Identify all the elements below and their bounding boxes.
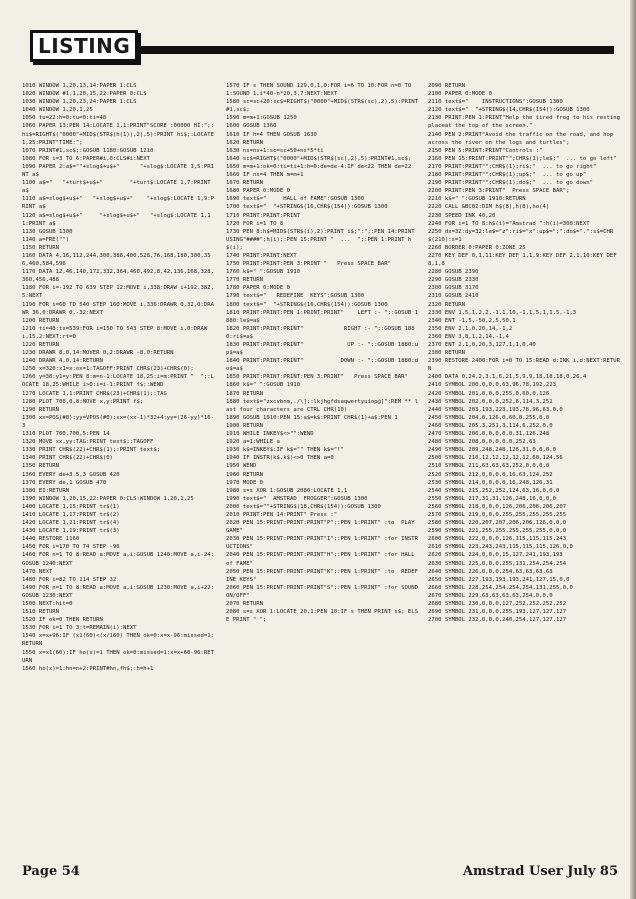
code-line: 2400 DATA 0,24,2,3,1,6,21,5,9,9,18,18,18,0,26,4 — [428, 374, 587, 381]
code-line: 2290 GOSUB 2330 — [428, 277, 479, 284]
listing-columns — [22, 82, 622, 858]
code-line: 2020 PEN 15:PRINT:PRINT:PRINT"P";:PEN 1:PRINT" :to PLAY GAME" — [226, 520, 418, 535]
code-line: 1940 IF INSTR(k$,k$)<>0 THEN a=0 — [226, 455, 334, 462]
code-line: 1100 a$=" "+turt$+u$+" "+turt$:LOCATE 1,7:PRINT a$ — [22, 180, 214, 195]
code-line: 1650 m=m+1:ok=0:ti=ti+1:h=0:de=de-4:IF de<22 THEN de=22 — [226, 163, 412, 170]
code-line: 1690 text$=" HALL of FAME":GOSUB 1300 — [226, 196, 365, 203]
code-line: 2500 SYMBOL 210,12,12,12,12,12,60,124,56 — [428, 455, 563, 462]
code-line: 2580 SYMBOL 220,207,207,206,206,126,0,0,0 — [428, 520, 567, 527]
code-line: 1860 k$=" ":GOSUB 1910 — [226, 382, 301, 389]
code-line: 2510 SYMBOL 211,63,63,63,252,0,0,0,0 — [428, 463, 550, 470]
code-line: 1830 PRINT:PRINT:PRINT" UP :- ";:GOSUB 1880:up$=a$ — [226, 342, 418, 357]
code-line: 1120 a$=slog$+u$+" "+slog$+u$+" "+slog$:LOCATE 1,11:PRINT a$ — [22, 212, 211, 227]
code-line: 1980 s=s XOR 1:GOSUB 2080:LOCATE 1,1 — [226, 487, 348, 494]
code-line: 1440 RESTORE 1160 — [22, 536, 80, 543]
code-line: 2460 SYMBOL 205,3,251,3,114,6,252,0,0 — [428, 422, 553, 429]
code-line: 2560 SYMBOL 218,0,0,0,126,206,206,206,207 — [428, 503, 567, 510]
code-line: 1730 PEN 8:h$=MID$(STR$(i),2):PRINT i$;":";:PEN 14:PRINT USING"####";h(i);:PEN 15:PRINT " ... ";:PEN 1:PRINT h$(i); — [226, 228, 418, 251]
code-line: 1910 WHILE INKEY$<>"":WEND — [226, 431, 314, 438]
code-line: 1600 GOSUB 1360 — [226, 123, 277, 130]
code-line: 2220 CALL &BC02:DIM h$(8),h(8),ho(4) — [428, 204, 550, 211]
code-line: 2040 PEN 15:PRINT:PRINT:PRINT"H";:PEN 1:PRINT" :for HALL of FAME" — [226, 552, 418, 567]
code-line: 1150 RETURN — [22, 244, 60, 251]
code-line: 1820 PRINT:PRINT:PRINT" RIGHT :- ";:GOSUB 1880:ri$=a$ — [226, 325, 415, 340]
code-line: 1840 PRINT:PRINT:PRINT" DOWN :- ";:GOSUB 1880:do$=a$ — [226, 358, 418, 373]
code-line: 2200 PRINT:PEN 3:PRINT" Press SPACE BAR"; — [428, 188, 570, 195]
code-line: 2140 PEN 2:PRINT"Avoid the traffic on the road, and hop across the river on the logs and turtles"; — [428, 131, 620, 146]
code-line: 1550 x=x1(60):IF ho(x)=1 THEN ok=0:missed=1:x=x+60-96:RETURN — [22, 649, 214, 664]
code-line: 1960 RETURN — [226, 471, 264, 478]
code-line: 2620 SYMBOL 224,0,0,0,15,127,241,193,193 — [428, 552, 563, 559]
code-line: 1020 WINDOW #1,1,20,15,22:PAPER 0:CLS — [22, 91, 147, 98]
code-line: 1750 PRINT:PRINT:PEN 3:PRINT " Press SPACE BAR" — [226, 261, 392, 268]
code-line: 2480 SYMBOL 208,0,0,0,0,0,252,63 — [428, 439, 536, 446]
code-line: 1400 LOCATE 1,15:PRINT tr$(1) — [22, 503, 120, 510]
code-line: 2030 PEN 15:PRINT:PRINT:PRINT"I";:PEN 1:PRINT" :for INSTRUCTIONS" — [226, 536, 418, 551]
code-line: 1160 DATA 4,16,112,244,300,388,400,528,76,168,180,300,356,460,584,596 — [22, 252, 211, 268]
code-line: 2380 RETURN — [428, 350, 466, 357]
code-line: 1370 EVERY de,1 GOSUB 470 — [22, 479, 107, 486]
code-line: 2130 PRINT:PEN 1:PRINT"Help the tired frog to his resting placeat the top of the screen." — [428, 115, 624, 130]
code-line: 1200 RETURN — [22, 317, 60, 324]
code-line: 1460 FOR n=1 TO 8:READ a:MOVE a,i:GOSUB 1240:MOVE a,i-24:GOSUB 1240:NEXT — [22, 552, 214, 567]
code-line: 1580 sc=sc+20:sc$=RIGHT$("0000"+MID$(STR$(sc),2),5):PRINT#1,sc$; — [226, 99, 418, 114]
code-line: 1780 PAPER 0:MODE 0 — [226, 285, 290, 292]
code-line: 1510 RETURN — [22, 609, 60, 616]
code-line: 1390 WINDOW 1,20,15,22:PAPER 0:CLS:WINDOW 1,20,1,25 — [22, 495, 194, 502]
code-line: 2060 PEN 15:PRINT:PRINT:PRINT"S";:PEN 1:PRINT" :for SOUND ON/OFF" — [226, 584, 422, 599]
code-line: 1930 k$=INKEY$:IF k$="" THEN k$="!" — [226, 447, 344, 454]
code-line: 1340 PRINT CHR$(22)+CHR$(0) — [22, 455, 113, 462]
code-line: 1240 DRAWR 4,0,14:RETURN — [22, 358, 103, 365]
code-line: 1110 a$=slog$+u$+" "+slog$+u$+" "+slog$:LOCATE 1,9:PRINT a$ — [22, 196, 214, 211]
code-line: 1760 k$=" ":GOSUB 1910 — [226, 269, 301, 276]
code-line: 2160 PEN 15:PRINT:PRINT"";CHR$(1);le$;" ... to go left" — [428, 155, 617, 162]
code-line: 2000 text$=""+STRING$(18,CHR$(154)):GOSUB 1300 — [226, 503, 381, 510]
code-line: 2230 SPEED INK 40,20 — [428, 212, 496, 219]
code-line: 2430 SYMBOL 202,0,0,0,252,6,114,3,251 — [428, 398, 553, 405]
page-header — [22, 28, 614, 62]
code-line: 2170 PRINT:PRINT"";CHR$(1);ri$;" ... to go right" — [428, 163, 597, 170]
code-line: 1350 RETURN — [22, 463, 60, 470]
code-line: 2690 SYMBOL 231,0,0,0,255,193,127,127,127 — [428, 609, 567, 616]
code-line: 2600 SYMBOL 222,0,0,0,126,115,115,115,243 — [428, 536, 567, 543]
code-line: 1920 a=1:WHILE a — [226, 439, 280, 446]
code-line: 2440 SYMBOL 203,193,223,193,78,96,63,0,0 — [428, 406, 563, 413]
code-line: 2320 RETURN — [428, 301, 466, 308]
code-line: 2180 PRINT:PRINT"";CHR$(1);up$;" ... to go up" — [428, 172, 587, 179]
code-line: 1850 PRINT:PRINT:PRINT:PEN 3:PRINT" Press SPACE BAR" — [226, 374, 408, 381]
header-rule — [140, 46, 614, 54]
code-line: 1040 WINDOW 1,20,1,25 — [22, 107, 93, 114]
code-line: 2550 SYMBOL 217,31,31,126,248,16,0,0,0 — [428, 495, 556, 502]
code-line: 1060 PAPER 13:PEN 14:LOCATE 1,1:PRINT"SCORE :00000 HI:";:hi$=RIGHT$("0000"+MID$(STR$(h(1)),2),5):PRINT hi$;:LOCATE 1,25:PRINT"TIME:"; — [22, 123, 218, 146]
code-line: 1480 FOR i=82 TO 114 STEP 32 — [22, 576, 117, 583]
code-line: 1250 x=320:x1=x:ox=1:TAGOFF:PRINT CHR$(23)+CHR$(0); — [22, 366, 194, 373]
code-line: 2360 ENV 3,8,1,2,14,-1,4 — [428, 333, 509, 340]
code-line: 1870 RETURN — [226, 390, 264, 397]
code-line: 2490 SYMBOL 209,248,248,126,31,0,0,0,0 — [428, 447, 556, 454]
page-edge-shadow — [630, 0, 636, 899]
code-line: 1270 LOCATE 1,1:PRINT CHR$(23)+CHR$(1);:TAG — [22, 390, 167, 397]
code-line: 1050 tu=22:h=0:tu=0:ti=48 — [22, 115, 107, 122]
code-line: 1170 DATA 12,46,140,172,332,364,460,492,8,42,136,168,328,360,456,488 — [22, 269, 214, 284]
code-line: 1450 FOR i=170 TO 74 STEP -96 — [22, 544, 120, 551]
code-line: 1520 IF ok=0 THEN RETURN — [22, 617, 103, 624]
code-line: 1640 sc$=RIGHT$("0000"+MID$(STR$(sc),2),5):PRINT#1,sc$; — [226, 155, 412, 162]
code-line: 1890 GOSUB 1910:PEN 15:a$=k$:PRINT CHR$(1)+a$:PEN 1 — [226, 414, 398, 421]
code-line: 2300 GOSUB 3170 — [428, 285, 479, 292]
code-line: 2190 PRINT:PRINT"";CHR$(1);do$;" ... to go down" — [428, 180, 594, 187]
page-number: Page 54 — [22, 864, 80, 879]
code-line: 2700 SYMBOL 232,0,0,0,240,254,127,127,127 — [428, 617, 567, 624]
code-line: 2390 RESTORE 2400:FOR i=0 TO 15:READ d:INK i,d:NEXT:RETURN — [428, 358, 620, 373]
code-line: 1670 RETURN — [226, 180, 264, 187]
code-line: 1900 RETURN — [226, 422, 264, 429]
code-line: 1070 PRINT#1,sc$;:GOSUB 1180:GOSUB 1210 — [22, 147, 154, 154]
code-line: 1630 ns=ns+1:sc=sc+50+ns*5*ti — [226, 147, 324, 154]
listing-column-2 — [226, 82, 420, 858]
code-line: 2610 SYMBOL 223,243,243,115,115,115,126,0,0 — [428, 544, 573, 551]
code-line: 2570 SYMBOL 219,0,0,0,255,255,255,255,255 — [428, 511, 567, 518]
code-line: 2050 PEN 15:PRINT:PRINT:PRINT"K";:PEN 1:PRINT" :to REDEFINE KEYS" — [226, 568, 418, 583]
code-line: 1410 LOCATE 1,17:PRINT tr$(2) — [22, 511, 120, 518]
code-line: 1430 LOCATE 1,19:PRINT tr$(3) — [22, 528, 120, 535]
code-line: 1740 PRINT:PRINT:NEXT — [226, 252, 297, 259]
code-line: 2370 ENT 2,1,0,20,3,127,1,1,0,40 — [428, 342, 536, 348]
code-line: 1290 RETURN — [22, 406, 60, 413]
code-line: 2530 SYMBOL 214,0,0,0,0,16,248,126,31 — [428, 479, 553, 486]
code-line: 2120 text$=" "+STRING$(14,CHR$(154)):GOSUB 1300 — [428, 107, 590, 114]
code-line: 2100 PAPER 0:MODE 0 — [428, 91, 492, 98]
code-line: 1660 IF ns=4 THEN m=m+1 — [226, 172, 304, 179]
code-line: 2080 s=s XOR 1:LOCATE 20,1:PEN 10:IF s THEN PRINT s$; ELSE PRINT " "; — [226, 609, 418, 624]
code-line: 1280 PLOT 700,0,8:MOVE x,y:PRINT f$; — [22, 398, 144, 405]
code-line: 2660 SYMBOL 228,254,254,254,254,131,255,0,0 — [428, 584, 573, 591]
code-line: 1610 IF h=4 THEN GOSUB 1630 — [226, 131, 317, 138]
code-line: 1360 EVERY de+3.5,3 GOSUB 420 — [22, 471, 120, 478]
code-line: 2640 SYMBOL 226,0,0,0,254,63,63,63,63 — [428, 568, 553, 575]
code-line: 1180 FOR i=-192 TO 639 STEP 12:MOVE i,338:DRAW i+192,382,5:NEXT — [22, 285, 214, 300]
publication-issue: Amstrad User July 85 — [462, 864, 618, 879]
code-line: 1090 PAPER 2:a$=""+slog$+u$+" "+slog$:LOCATE 1,5:PRINT a$ — [22, 163, 214, 179]
code-line: 1800 text$=" "+STRING$(16,CHR$(154)):GOSUB 1300 — [226, 301, 388, 308]
code-line: 2260 BORDER 0:PAPER 0:ZONE 25 — [428, 244, 526, 251]
code-line: 1700 text$=" "+STRING$(16,CHR$(154)):GOSUB 1300 — [226, 204, 388, 211]
code-line: 1210 ti=48:tx=539:FOR i=150 TO 543 STEP 8:MOVE i,0:DRAW i,15,2:NEXT:rt=0 — [22, 325, 211, 340]
code-line: 1560 ho(x)=1:hn=n+2:PRINT#hn,fh$;:h=h+1 — [22, 665, 154, 672]
code-line: 2350 ENV 2,1,0,20,14,-1,2 — [428, 325, 513, 332]
page-footer — [22, 864, 618, 886]
code-line: 2630 SYMBOL 225,0,0,0,255,131,254,254,254 — [428, 560, 567, 567]
code-line: 1720 FOR i=1 TO 8 — [226, 220, 284, 227]
code-line: 1490 FOR n=1 TO 8:READ a:MOVE a,i:GOSUB 1230:MOVE a,i+22:GOSUB 1230:NEXT — [22, 584, 214, 599]
code-line: 2330 ENV 1,5,1,2,2,-1,1,10,-1,1,5,1,1,5,-1,3 — [428, 309, 577, 316]
code-line: 1530 FOR i=1 TO 3:t=REMAIN(i):NEXT — [22, 625, 137, 632]
code-line: 2210 k$=" ":GOSUB 1910:RETURN — [428, 196, 526, 203]
code-line: 1260 y=38:y1=y:PEN 8:m=n-1:LOCATE 18,25:i=m:PRINT " ";:LOCATE 18,25:WHILE i>0:i=i-1:PRINT f$;:WEND — [22, 374, 214, 389]
code-line: 1470 NEXT — [22, 568, 53, 575]
code-line: 1680 PAPER 0:MODE 0 — [226, 188, 290, 195]
code-line: 2450 SYMBOL 204,0,126,0,60,0,255,0,0 — [428, 414, 550, 421]
code-line: 1590 m=m+1:GOSUB 1250 — [226, 115, 297, 122]
code-line: 1950 WEND — [226, 463, 257, 470]
code-line: 2650 SYMBOL 227,193,193,193,241,127,15,0,0 — [428, 576, 570, 583]
code-line: 2270 KEY DEF 0,1,11:KEY DEF 1,1,9:KEY DEF 2,1,10:KEY DEF 8,1,8 — [428, 252, 620, 268]
code-line: 2280 GOSUB 2390 — [428, 269, 479, 276]
code-line: 2680 SYMBOL 230,0,0,0,127,252,252,252,252 — [428, 601, 567, 607]
code-line: 1990 text$=" AMSTRAD FROGGER":GOSUB 1300 — [226, 495, 368, 502]
code-line: 2010 PRINT:PEN 14:PRINT" Press :" — [226, 511, 338, 518]
code-line: 1230 DRAWR 8,0,14:MOVER 0,2:DRAWR -8,0:RETURN — [22, 350, 174, 357]
code-line: 2070 RETURN — [226, 601, 264, 607]
code-line: 2110 text$=" INSTRUCTIONS":GOSUB 1300 — [428, 99, 563, 106]
code-line: 1620 RETURN — [226, 139, 264, 146]
code-line: 2590 SYMBOL 221,255,255,255,255,255,0,0,0 — [428, 528, 567, 535]
code-line: 1710 PRINT:PRINT:PRINT — [226, 212, 301, 219]
code-line: 1190 FOR i=60 TO 540 STEP 160:MOVE i,336:DRAWR 0,32,0:DRAWR 36,0:DRAWR 0,-32:NEXT — [22, 301, 214, 316]
code-line: 2150 PEN 5:PRINT:PRINT"Controls :" — [428, 147, 543, 154]
listing-column-1 — [22, 82, 216, 858]
code-line: 1130 GOSUB 1300 — [22, 228, 73, 235]
code-line: 2520 SYMBOL 212,0,0,0,0,16,63,124,252 — [428, 471, 553, 478]
code-line: 1080 FOR i=3 TO 6:PAPER#i,0:CLS#i:NEXT — [22, 155, 150, 162]
code-line: 2240 FOR i=1 TO 8:h$(i)="Amstrad ":h(i)=300:NEXT — [428, 220, 590, 227]
code-line: 1880 text$="zxcvbnm,./\];:lkjhgfdsaqwertyuiop@[":REM ** last four characters are CTRL CHR(10) — [226, 398, 418, 413]
code-line: 1540 x=x+96:IF (x1(60)<(x/160) THEN ok=0:x=x-96:missed=1:RETURN — [22, 633, 214, 648]
code-line: 1330 PRINT CHR$(22)+CHR$(1);:PRINT text$; — [22, 447, 161, 454]
listing-column-3 — [428, 82, 622, 858]
code-line: 2410 SYMBOL 200,0,0,0,63,96,78,192,223 — [428, 382, 556, 389]
code-line: 2310 GOSUB 2410 — [428, 293, 479, 300]
code-line: 1420 LOCATE 1,21:PRINT tr$(4) — [22, 520, 120, 527]
code-line: 2670 SYMBOL 229,63,63,63,63,254,0,0,0 — [428, 592, 553, 599]
code-line: 1320 MOVE xx,yy:TAG:PRINT text$;:TAGOFF — [22, 439, 154, 446]
code-line: 2420 SYMBOL 201,0,0,0,255,0,60,0,126 — [428, 390, 550, 397]
code-line: 2090 RETURN — [428, 83, 466, 89]
code-line: 1570 IF s THEN SOUND 129,0,1,0:FOR i=6 TO 10:FOR n=0 TO 1:SOUND 1,i*40-n*20,3,7:NEXT:NEXT — [226, 83, 415, 98]
code-line: 1790 text$=" REDEFINE KEYS":GOSUB 1300 — [226, 293, 365, 300]
code-line: 1220 RETURN — [22, 342, 60, 348]
code-line: 1010 WINDOW 1,20,13,14:PAPER 1:CLS — [22, 83, 137, 89]
code-line: 2470 SYMBOL 206,0,0,0,0,0,31,126,248 — [428, 431, 550, 438]
code-line: 1030 WINDOW 1,20,23,24:PAPER 1:CLS — [22, 99, 137, 106]
section-title: LISTING — [30, 30, 138, 62]
code-line: 2540 SYMBOL 215,252,252,124,63,16,0,0,0 — [428, 487, 560, 494]
code-line: 1380 EI:RETURN — [22, 487, 70, 494]
code-line: 1140 a=FRE("") — [22, 236, 70, 243]
code-line: 1810 PRINT:PRINT:PEN 1:PRINT:PRINT" LEFT :- ";:GOSUB 1880:le$=a$ — [226, 309, 418, 324]
code-line: 1500 NEXT:hit=0 — [22, 601, 73, 607]
code-line: 1310 PLOT 700,700,5:PEN 14 — [22, 431, 110, 438]
code-line: 2340 ENT -1,5,-50,2,5,50,1 — [428, 317, 516, 324]
code-line: 2250 dx=32:dy=32:le$="z":ri$="x":up$=";":do$=".":s$=CHR$(210):s=1 — [428, 228, 614, 243]
code-line: 1770 RETURN — [226, 277, 264, 284]
code-line: 1970 MODE 0 — [226, 479, 264, 486]
code-line: 1300 xx=POS(#0):yy=VPOS(#0):xx=(xx-1)*32+4:yy=(26-yy)*16-3 — [22, 414, 214, 429]
